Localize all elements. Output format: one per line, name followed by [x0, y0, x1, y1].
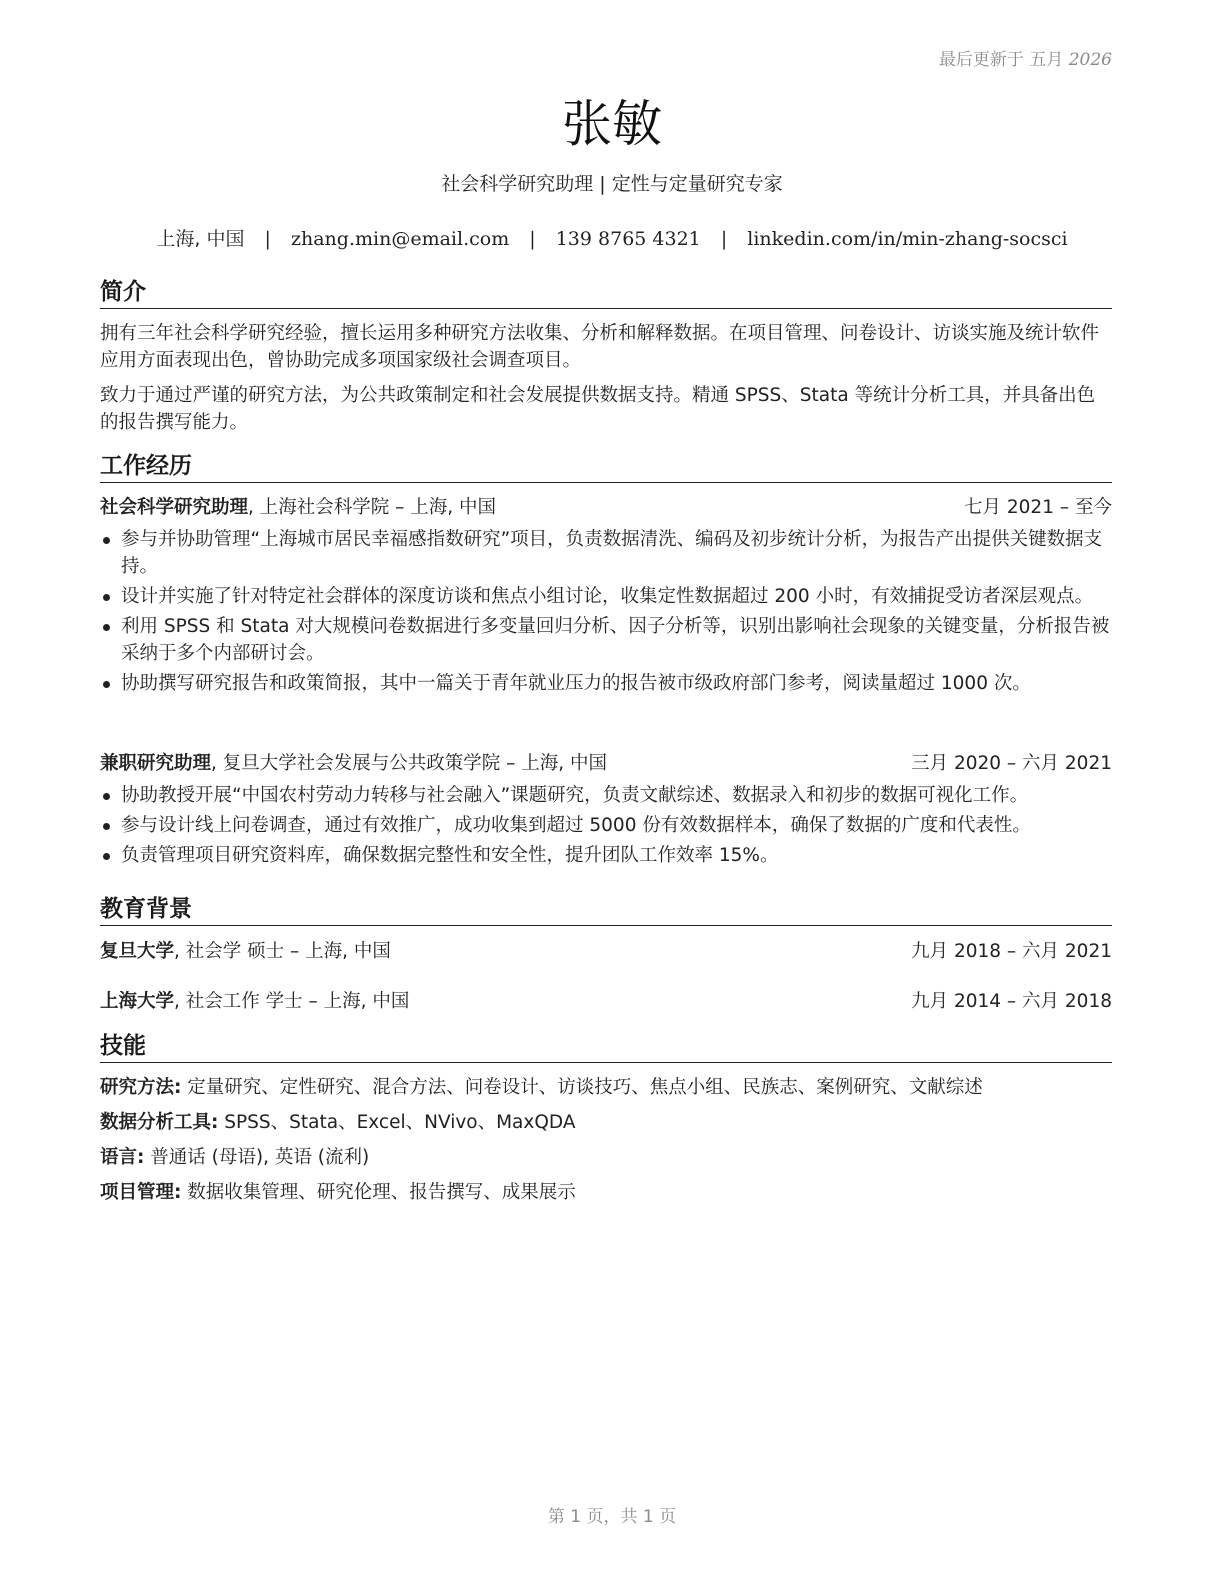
contact-line — [0, 224, 1224, 251]
education-detail: , 社会工作 学士 – 上海, 中国 — [174, 991, 410, 1012]
section-title-summary: 简介 — [100, 278, 1112, 309]
last-updated-year: 2026 — [1068, 50, 1112, 70]
contact-email[interactable]: zhang.min@email.com — [290, 228, 510, 250]
skill-value: 定量研究、定性研究、混合方法、问卷设计、访谈技巧、焦点小组、民族志、案例研究、文献综述 — [181, 1077, 983, 1098]
list-item: 设计并实施了针对特定社会群体的深度访谈和焦点小组讨论，收集定性数据超过 200 小时，有效捕捉受访者深层观点。 — [100, 583, 1112, 610]
job-org: , 复旦大学社会发展与公共政策学院 – 上海, 中国 — [211, 753, 608, 774]
skill-line — [100, 1110, 1112, 1136]
education-item — [100, 989, 1112, 1015]
list-item: 利用 SPSS 和 Stata 对大规模问卷数据进行多变量回归分析、因子分析等，识别出影响社会现象的关键变量，分析报告被采纳于多个内部研讨会。 — [100, 613, 1112, 667]
skill-key: 语言: — [100, 1147, 145, 1168]
last-updated — [939, 45, 1112, 70]
candidate-name: 张敏 — [562, 95, 662, 153]
list-item: 参与并协助管理“上海城市居民幸福感指数研究”项目，负责数据清洗、编码及初步统计分析，为报告产出提供关键数据支持。 — [100, 526, 1112, 580]
contact-phone: 139 8765 4321 — [555, 228, 701, 250]
list-item: 协助教授开展“中国农村劳动力转移与社会融入”课题研究，负责文献综述、数据录入和初步的数据可视化工作。 — [100, 782, 1112, 809]
headline: 社会科学研究助理 | 定性与定量研究专家 — [441, 173, 783, 195]
contact-separator: | — [529, 228, 536, 250]
contact-linkedin[interactable]: linkedin.com/in/min-zhang-socsci — [747, 228, 1068, 250]
list-item: 参与设计线上问卷调查，通过有效推广，成功收集到超过 5000 份有效数据样本，确保了数据的广度和代表性。 — [100, 812, 1112, 839]
section-title-experience: 工作经历 — [100, 452, 1112, 483]
skill-key: 研究方法: — [100, 1077, 182, 1098]
education-date: 九月 2018 – 六月 2021 — [911, 941, 1112, 962]
skill-value: SPSS、Stata、Excel、NVivo、MaxQDA — [218, 1112, 576, 1133]
skill-value: 普通话 (母语), 英语 (流利) — [144, 1147, 370, 1168]
education-school: 复旦大学 — [100, 941, 175, 962]
education-school: 上海大学 — [100, 991, 175, 1012]
education-item — [100, 939, 1112, 965]
skill-line — [100, 1075, 1112, 1101]
page-number: 第 1 页，共 1 页 — [547, 1507, 677, 1527]
education-detail: , 社会学 硕士 – 上海, 中国 — [174, 941, 391, 962]
skill-key: 数据分析工具: — [100, 1112, 219, 1133]
list-item: 负责管理项目研究资料库，确保数据完整性和安全性，提升团队工作效率 15%。 — [100, 842, 1112, 869]
skill-line — [100, 1180, 1112, 1206]
job-bullets — [100, 526, 1112, 700]
section-title-skills: 技能 — [100, 1032, 1112, 1063]
job-role: 兼职研究助理 — [100, 753, 212, 774]
contact-location: 上海, 中国 — [156, 228, 245, 250]
job-date: 三月 2020 – 六月 2021 — [911, 753, 1112, 774]
skill-value: 数据收集管理、研究伦理、报告撰写、成果展示 — [181, 1182, 576, 1203]
section-title-education: 教育背景 — [100, 895, 1112, 926]
skill-line — [100, 1145, 1112, 1171]
contact-separator: | — [264, 228, 271, 250]
last-updated-label: 最后更新于 五月 — [938, 50, 1064, 70]
job-header — [100, 751, 1112, 777]
job-header — [100, 495, 1112, 521]
job-role: 社会科学研究助理 — [100, 497, 249, 518]
summary-paragraph: 拥有三年社会科学研究经验，擅长运用多种研究方法收集、分析和解释数据。在项目管理、问卷设计、访谈实施及统计软件应用方面表现出色，曾协助完成多项国家级社会调查项目。 — [100, 323, 1100, 371]
education-date: 九月 2014 – 六月 2018 — [911, 991, 1112, 1012]
job-org: , 上海社会科学院 – 上海, 中国 — [248, 497, 497, 518]
summary-paragraph: 致力于通过严谨的研究方法，为公共政策制定和社会发展提供数据支持。精通 SPSS、Stata 等统计分析工具，并具备出色的报告撰写能力。 — [100, 385, 1096, 433]
job-bullets — [100, 782, 1112, 872]
contact-separator: | — [720, 228, 728, 250]
skill-key: 项目管理: — [100, 1182, 182, 1203]
job-date: 七月 2021 – 至今 — [964, 497, 1112, 518]
list-item: 协助撰写研究报告和政策简报，其中一篇关于青年就业压力的报告被市级政府部门参考，阅读量超过 1000 次。 — [100, 670, 1112, 697]
